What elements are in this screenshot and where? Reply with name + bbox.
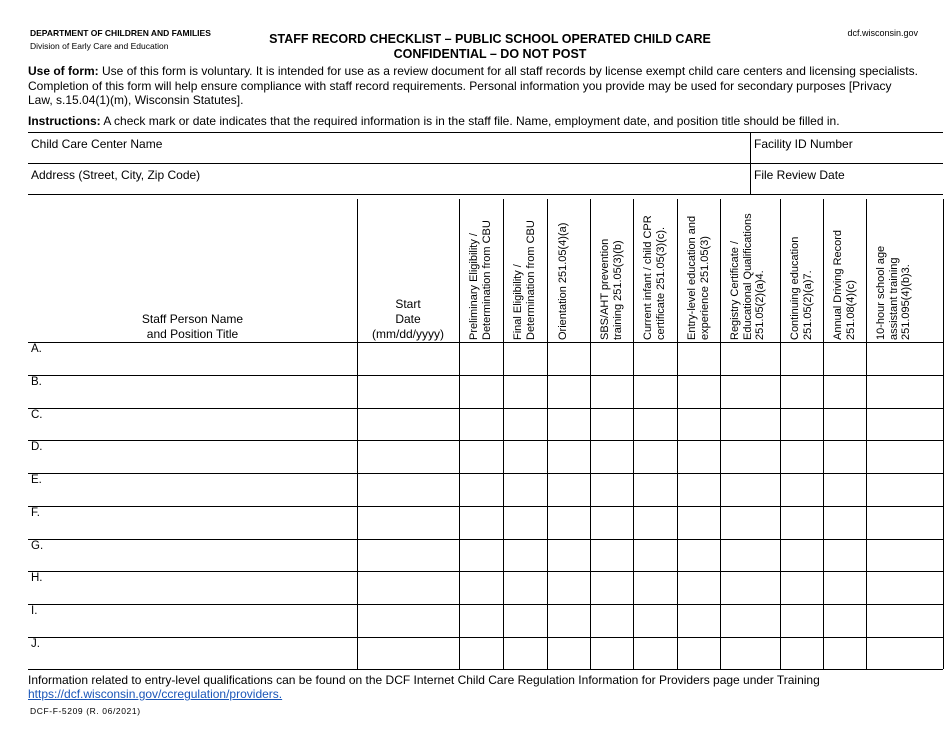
use-of-form-paragraph bbox=[28, 64, 928, 108]
instructions-paragraph bbox=[28, 114, 928, 129]
instructions-label: Instructions: bbox=[28, 114, 101, 128]
department-name: DEPARTMENT OF CHILDREN AND FAMILIES bbox=[30, 28, 211, 38]
col-school-age-training bbox=[875, 246, 913, 340]
col-annual-driving-record-line2: 251.08(4)(c) bbox=[844, 280, 857, 340]
division-name: Division of Early Care and Education bbox=[30, 41, 169, 51]
col-registry-certificate-line2: Educational Qualifications bbox=[741, 213, 754, 340]
address-field[interactable]: Address (Street, City, Zip Code) bbox=[31, 168, 201, 182]
col-preliminary-eligibility-line2: Determination from CBU bbox=[480, 220, 493, 340]
col-orientation bbox=[557, 223, 570, 340]
staff-name-header bbox=[28, 312, 357, 342]
col-final-eligibility bbox=[512, 220, 537, 340]
row-label-f: F. bbox=[31, 507, 40, 519]
center-name-field[interactable]: Child Care Center Name bbox=[31, 137, 163, 151]
use-of-form-line1 bbox=[28, 64, 928, 79]
col-registry-certificate-line3: 251.05(2)(a)4. bbox=[754, 270, 766, 340]
start-date-header-line2: Date bbox=[395, 312, 421, 326]
form-number: DCF-F-5209 (R. 06/2021) bbox=[30, 706, 141, 716]
start-date-header-line1: Start bbox=[395, 297, 421, 311]
file-review-date-field[interactable]: File Review Date bbox=[754, 168, 845, 182]
use-of-form-line2: Completion of this form will help ensure compliance with staff record requirements. Personal information you provide may be used for secondary purposes [Privacy bbox=[28, 78, 892, 93]
col-preliminary-eligibility bbox=[468, 220, 493, 340]
col-entry-level-education-line2: experience 251.05(3) bbox=[698, 236, 711, 340]
row-label-i: I. bbox=[31, 605, 38, 617]
form-subtitle: CONFIDENTIAL – DO NOT POST bbox=[393, 47, 587, 61]
use-of-form-line3: Law, s.15.04(1)(m), Wisconsin Statutes]. bbox=[28, 93, 244, 107]
col-school-age-training-line3: 251.095(4)(b)3. bbox=[900, 264, 912, 340]
use-of-form-text: Use of this form is voluntary. It is intended for use as a review document for all staff records by license exempt child care centers and licensing specialists. bbox=[102, 64, 918, 78]
row-label-d: D. bbox=[31, 441, 43, 453]
staff-name-header-line1: Staff Person Name bbox=[141, 312, 244, 326]
use-of-form-label: Use of form: bbox=[28, 64, 99, 78]
col-registry-certificate bbox=[729, 213, 767, 340]
footer-note bbox=[28, 673, 820, 701]
col-sbs-aht-line1: SBS/AHT prevention bbox=[599, 238, 611, 340]
footer-note-text: Information related to entry-level qualifications can be found on the DCF Internet Child Care Regulation Information for Providers page under Training bbox=[28, 673, 820, 687]
col-sbs-aht bbox=[599, 239, 624, 340]
start-date-header-line3: (mm/dd/yyyy) bbox=[372, 327, 444, 341]
row-label-h: H. bbox=[31, 572, 43, 584]
col-cpr-certificate-line2: certificate 251.05(3)(c). bbox=[654, 226, 667, 340]
row-label-b: B. bbox=[31, 376, 42, 388]
col-preliminary-eligibility-line1: Preliminary Eligibility / bbox=[468, 233, 480, 340]
row-label-g: G. bbox=[31, 540, 44, 552]
col-registry-certificate-line1: Registry Certificate / bbox=[729, 240, 741, 340]
form-title: STAFF RECORD CHECKLIST – PUBLIC SCHOOL OPERATED CHILD CARE bbox=[269, 32, 711, 46]
row-label-c: C. bbox=[31, 409, 43, 421]
col-final-eligibility-line2: Determination from CBU bbox=[524, 220, 537, 340]
row-label-j: J. bbox=[31, 638, 40, 650]
facility-id-field[interactable]: Facility ID Number bbox=[754, 137, 853, 151]
col-annual-driving-record bbox=[832, 230, 857, 340]
col-school-age-training-line1: 10-hour school age bbox=[875, 245, 887, 340]
col-entry-level-education-line1: Entry-level education and bbox=[686, 215, 698, 340]
col-cpr-certificate-line1: Current infant / child CPR bbox=[642, 215, 654, 340]
providers-link[interactable]: https://dcf.wisconsin.gov/ccregulation/providers. bbox=[28, 687, 283, 701]
instructions-text: A check mark or date indicates that the required information is in the staff file. Name, employment date, and position title should be filled in. bbox=[103, 114, 840, 128]
col-continuing-education-line2: 251.05(2)(a)7. bbox=[801, 270, 814, 340]
col-sbs-aht-line2: training 251.05(3)(b) bbox=[611, 240, 624, 340]
staff-name-header-line2: and Position Title bbox=[146, 327, 239, 341]
col-orientation-line1: Orientation 251.05(4)(a) bbox=[557, 222, 569, 340]
col-cpr-certificate bbox=[642, 215, 667, 340]
col-entry-level-education bbox=[686, 216, 711, 340]
col-continuing-education bbox=[789, 237, 814, 340]
row-label-e: E. bbox=[31, 474, 42, 486]
start-date-header bbox=[357, 297, 459, 342]
col-continuing-education-line1: Continuing education bbox=[789, 236, 801, 340]
col-school-age-training-line2: assistant training bbox=[887, 257, 900, 340]
col-annual-driving-record-line1: Annual Driving Record bbox=[832, 229, 844, 340]
row-label-a: A. bbox=[31, 343, 42, 355]
col-final-eligibility-line1: Final Eligibility / bbox=[512, 264, 524, 340]
website: dcf.wisconsin.gov bbox=[847, 28, 918, 38]
